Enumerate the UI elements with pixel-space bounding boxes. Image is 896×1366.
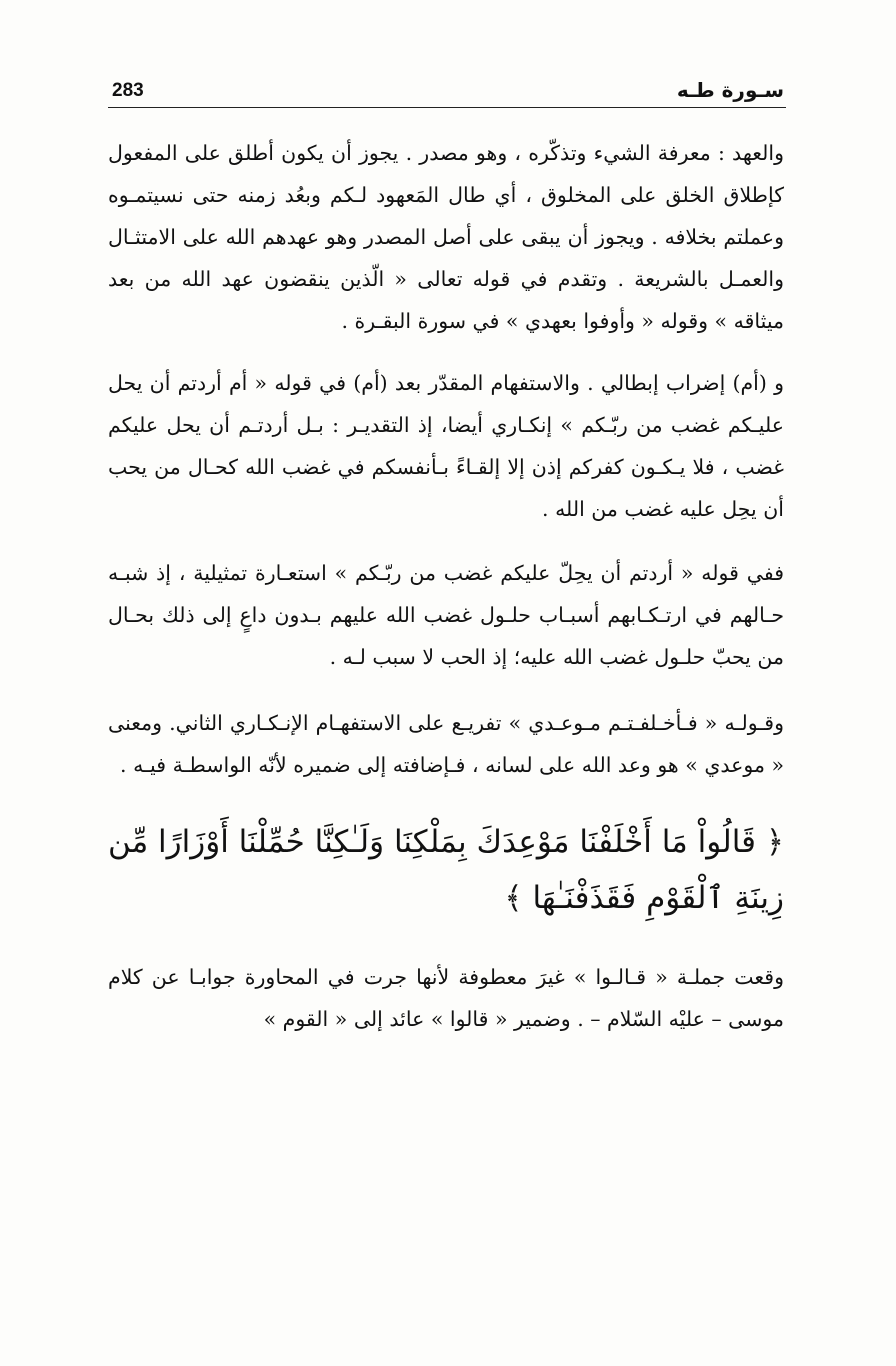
- verse-text: قَالُواْ مَا أَخْلَفْنَا مَوْعِدَكَ بِمَلْكِنَا وَلَـٰكِنَّا حُمِّلْنَا أَوْزَارًا مِّن زِينَةِ ٱلْقَوْمِ فَقَذَفْنَـٰهَا: [108, 824, 784, 916]
- page-header: [112, 78, 784, 108]
- paragraph-1: والعهد : معرفة الشيء وتذكّره ، وهو مصدر . يجوز أن يكون أطلق على المفعول كإطلاق الخلق على المخلوق ، أي طال المَعهود لـكم وبعُد زمنه حتى نسيتمـوه وعملتم بخلافه . ويجوز أن يبقى على أصل المصدر وهو عهدهم الله على الامتثـال والعمـل بالشريعة . وتقدم في قوله تعالى « الّذين ينقضون عهد الله من بعد ميثاقه » وقوله « وأوفوا بعهدي » في سورة البقـرة .: [108, 141, 784, 333]
- paragraph-4: وقـولـه « فـأخـلفـتـم مـوعـدي » تفريـع على الاستفهـام الإنـكـاري الثاني. ومعنى « موعدي » هو وعد الله على لسانه ، فـإضافته إلى ضميره لأنّه الواسطـة فيـه .: [108, 711, 784, 777]
- quran-verse: [108, 814, 784, 926]
- paragraph-3: ففي قوله « أردتم أن يحِلّ عليكم غضب من ربّـكم » استعـارة تمثيلية ، إذ شبـه حـالهم في ارتـكـابهم أسبـاب حلـول غضب الله عليهم بـدون داعٍ إلى ذلك بحـال من يحبّ حلـول غضب الله عليه؛ إذ الحب لا سبب لـه .: [108, 561, 784, 669]
- page-body: [108, 132, 784, 1040]
- closing-paragraph: وقعت جملـة « قـالـوا » غيرَ معطوفة لأنها جرت في المحاورة جوابـا عن كلام موسى – عليْه السّلام – . وضمير « قالوا » عائد إلى « القوم »: [108, 965, 784, 1031]
- page-number: 283: [112, 80, 144, 101]
- paragraph-2: و (أم) إضراب إبطالي . والاستفهام المقدّر بعد (أم) في قوله « أم أردتم أن يحل عليـكم غضب من ربّـكم » إنكـاري أيضا، إذ التقديـر : بـل أردتـم أن يحل عليكم غضب ، فلا يـكـون كفركم إذن إلا إلقـاءً بـأنفسكم في غضب الله كحـال من يحب أن يحِل عليه غضب من الله .: [108, 371, 784, 521]
- header-divider: [108, 107, 786, 108]
- surah-title: سـورة طـه: [676, 78, 784, 102]
- verse-close-bracket: ﴾: [504, 880, 523, 916]
- verse-open-bracket: ﴿: [765, 824, 784, 860]
